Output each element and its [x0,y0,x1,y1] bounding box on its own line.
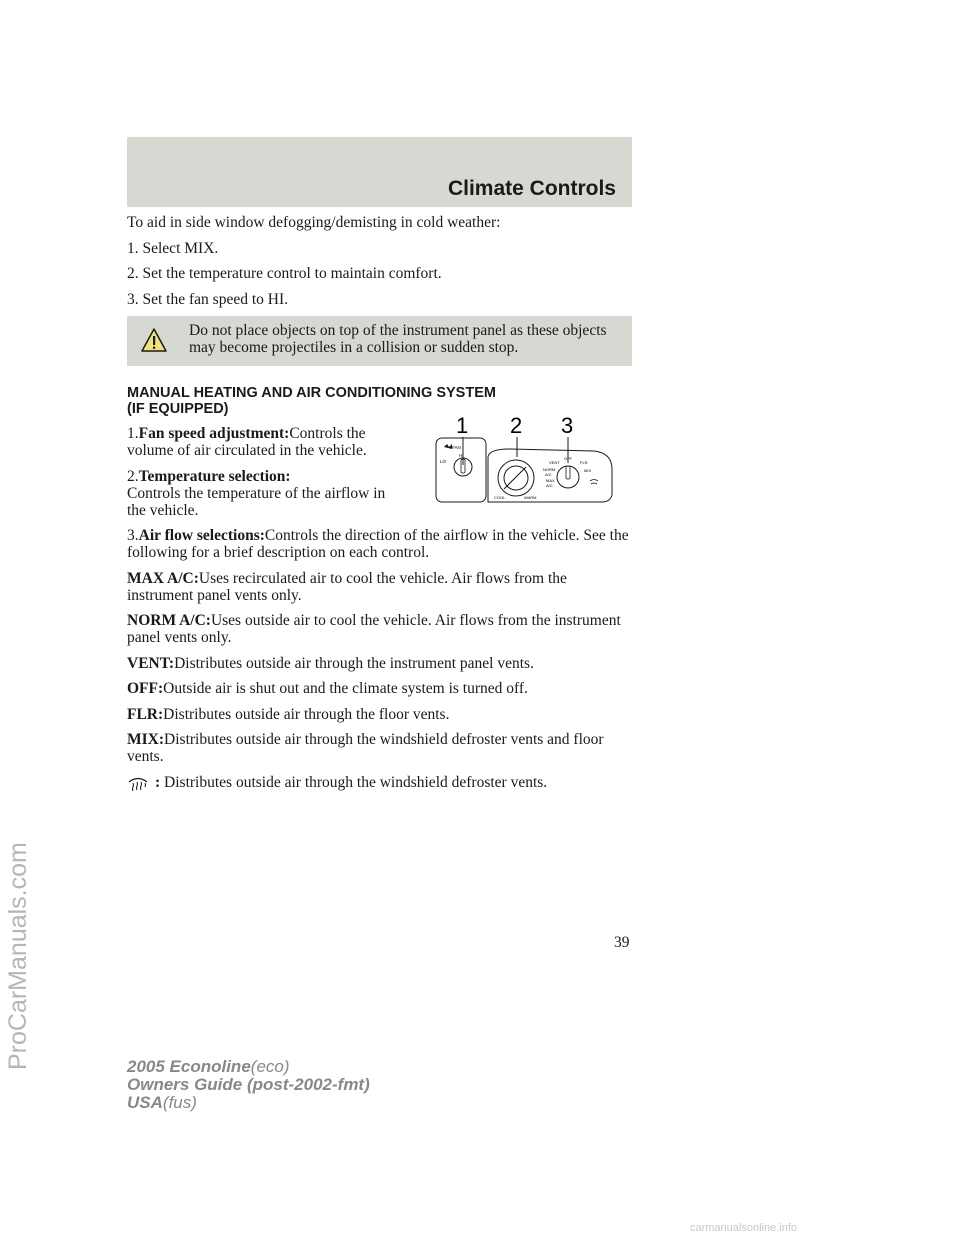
callout-1: 1 [456,413,469,438]
warning-triangle-icon [141,328,167,352]
mode-text: Uses recirculated air to cool the vehicle. Air flows from the instrument panel vents only. [127,569,567,604]
off-label: OFF [564,456,572,461]
mode-label: MAX A/C: [127,569,199,587]
defrost-description [127,774,632,792]
footer-line [127,1094,370,1112]
mode-text: Distributes outside air through the instrument panel vents. [174,654,534,672]
mode-label: FLR: [127,705,164,723]
temperature-knob [504,466,528,490]
footer-region: USA [127,1093,163,1112]
intro-step: 1. Select MIX. [127,239,219,257]
footer-line [127,1058,370,1076]
item-label: Fan speed adjustment: [138,425,290,442]
warning-text: Do not place objects on top of the instrument panel as these objects may become projectiles in a collision or sudden stop. [189,322,607,356]
mode-description [127,731,632,765]
mode-text: Distributes outside air through the floor vents. [163,705,450,723]
side-watermark: ProCarManuals.com [4,842,32,1070]
airflow-knob-grip [566,466,570,479]
page-number: 39 [614,934,630,951]
max-ac-label: A/C [546,483,553,488]
cool-label: COOL [494,495,506,500]
intro-step: 2. Set the temperature control to maintain comfort. [127,265,442,282]
defrost-label: : [155,773,161,791]
callout-2: 2 [510,413,523,438]
mode-text: Uses outside air to cool the vehicle. Air flows from the instrument panel vents only. [127,612,621,646]
item-number: 1. [127,425,139,442]
item-number: 2. [127,467,139,485]
norm-label: NORM [543,467,556,472]
mode-label: VENT: [127,654,175,672]
mode-text: Outside air is shut out and the climate system is turned off. [163,680,528,697]
defrost-symbol [590,480,598,485]
mode-label: MIX: [127,731,165,748]
lo-label: LO [440,459,447,464]
section-heading-line: (IF EQUIPPED) [127,401,229,417]
item-number: 3. [127,527,139,544]
footer-code: (eco) [250,1057,290,1076]
warm-label: WARM [524,495,537,500]
mode-description [127,680,632,697]
mode-text: Distributes outside air through the windshield defroster vents and floor vents. [127,731,604,765]
mode-description [127,612,632,646]
temperature-knob-ring [498,460,534,496]
vent-label: VENT [549,460,560,465]
header-band [127,137,632,207]
callout-3: 3 [561,413,574,438]
item-text: Controls the direction of the airflow in the vehicle. See the following for a brief description on each control. [127,527,629,561]
fan-icon [444,444,452,449]
intro-step: 3. Set the fan speed to HI. [127,290,288,308]
max-label: MAX [546,478,555,483]
item-label: Air flow selections: [138,527,265,544]
section-title: Climate Controls [447,177,616,200]
defroster-icon [127,774,149,792]
section-heading-line: MANUAL HEATING AND AIR CONDITIONING SYSTEM [127,385,496,401]
intro-text: To aid in side window defogging/demisting in cold weather: [127,214,501,231]
warning-box [127,316,632,366]
climate-control-panel-figure [414,397,644,521]
footer-guide: Owners Guide (post-2002-fmt) [127,1075,370,1094]
flr-label: FLR [580,460,588,465]
norm-ac-label: A/C [545,472,552,477]
item-text: Controls the volume of air circulated in the vehicle. [127,425,367,459]
footer-model: 2005 Econoline [127,1057,251,1076]
defrost-text: Distributes outside air through the windshield defroster vents. [164,773,548,791]
bottom-watermark: carmanualsonline.info [690,1222,798,1234]
hi-label: HI [459,453,464,458]
airflow-knob [557,466,579,488]
manual-item [127,527,632,561]
mode-label: OFF: [127,680,164,697]
item-text: Controls the temperature of the airflow in the vehicle. [127,484,386,519]
mix-label: MIX [584,468,592,473]
mode-description [127,655,632,672]
mode-description [127,570,632,604]
mode-label: NORM A/C: [127,612,211,629]
footer-region-code: (fus) [162,1093,197,1112]
mode-description [127,706,632,723]
footer [127,1058,370,1112]
page-content [127,214,632,792]
fan-label: FAN [452,445,461,450]
item-label: Temperature selection: [138,467,291,485]
